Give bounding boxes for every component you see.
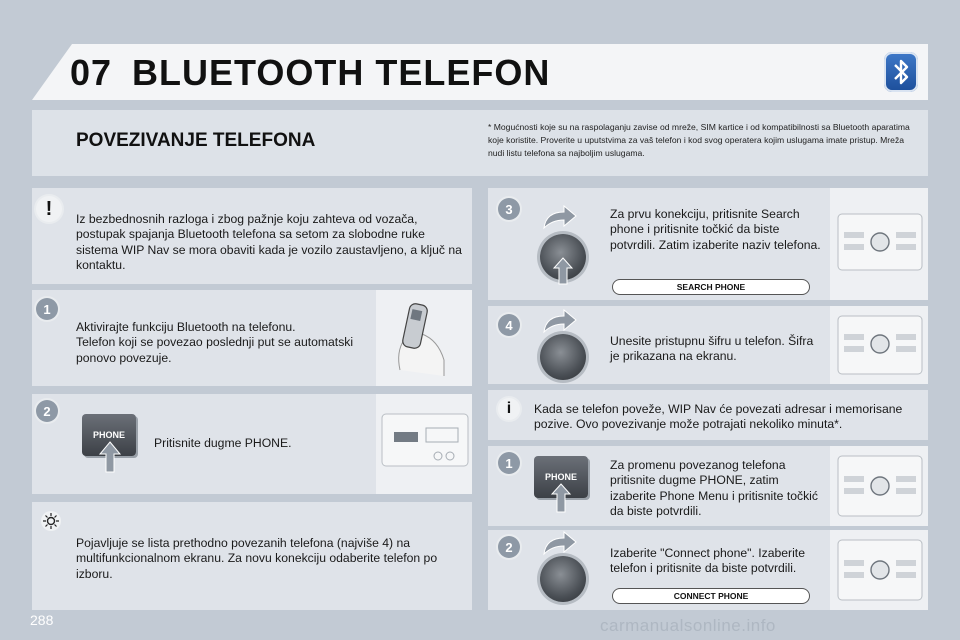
step3-text: Za prvu konekciju, pritisnite Search phone i pritisnite točkić da biste potvrdili. Zatim izaberite naziv telefona. (610, 207, 821, 252)
phone-key-icon: PHONE (82, 414, 136, 456)
tip-text: Pojavljuje se lista prethodno povezanih telefona (najviše 4) na multifunkcionalnom ekranu. Za novu konekciju odaberite telefon po izboru. (76, 536, 438, 581)
page-title: BLUETOOTH TELEFON (132, 52, 551, 93)
connect-phone-button[interactable]: CONNECT PHONE (612, 588, 810, 604)
radio-unit-icon (836, 538, 924, 602)
mobile-phone-icon (392, 300, 456, 378)
rotate-arrow-icon (540, 530, 580, 556)
watermark: carmanualsonline.info (600, 616, 776, 635)
step4-text: Unesite pristupnu šifru u telefon. Šifra je prikazana na ekranu. (610, 334, 814, 364)
rotary-knob-icon (540, 334, 586, 380)
push-arrow-icon (552, 256, 574, 286)
info-icon: i (498, 398, 520, 420)
rotate-arrow-icon (540, 308, 580, 334)
rotary-knob-icon (540, 556, 586, 602)
section-title: POVEZIVANJE TELEFONA (76, 130, 316, 151)
bluetooth-icon (884, 52, 918, 92)
alt2-text: Izaberite "Connect phone". Izaberite telefon i pritisnite da biste potvrdili. (610, 546, 805, 576)
alt1-text: Za promenu povezanog telefona pritisnite dugme PHONE, zatim izaberite Phone Menu i pritisnite točkić da biste potvrdili. (610, 458, 818, 518)
phone-key-icon: PHONE (534, 456, 588, 498)
radio-unit-icon (836, 314, 924, 376)
chapter-number: 07 (70, 52, 113, 93)
step2-text: Pritisnite dugme PHONE. (154, 436, 292, 450)
step3-badge: 3 (498, 198, 520, 220)
step2-badge: 2 (36, 400, 58, 422)
warning-icon: ! (36, 196, 62, 222)
header-corner (32, 44, 72, 100)
rotate-arrow-icon (540, 204, 580, 230)
radio-unit-icon (380, 410, 470, 470)
alt2-badge: 2 (498, 536, 520, 558)
press-arrow-icon (550, 482, 572, 514)
press-arrow-icon (98, 440, 122, 474)
step1-badge: 1 (36, 298, 58, 320)
warning-text: Iz bezbednosnih razloga i zbog pažnje koju zahteva od vozača, postupak spajanja Bluetooth telefona sa setom za slobodne ruke sistema WIP Nav se mora obaviti kada je vozilo zaustavljeno, a ključ na kontaktu. (76, 212, 462, 272)
radio-unit-icon (836, 454, 924, 518)
search-phone-button[interactable]: SEARCH PHONE (612, 279, 810, 295)
step4-badge: 4 (498, 314, 520, 336)
step1-text: Aktivirajte funkciju Bluetooth na telefonu. Telefon koji se povezao poslednji put se automatski ponovo povezuje. (76, 320, 354, 365)
page-number: 288 (30, 612, 54, 628)
footnote: * Mogućnosti koje su na raspolaganju zavise od mreže, SIM kartice i od kompatibilnosti sa Bluetooth aparatima koje koristite. Proverite u uputstvima za vaš telefon i kod svog operatera kojim uslugama imate pristup. Mreža nudi listu telefona sa najboljim uslugama. (488, 122, 910, 158)
sun-tip-icon (40, 510, 62, 532)
alt1-badge: 1 (498, 452, 520, 474)
info-text: Kada se telefon poveže, WIP Nav će povezati adresar i memorisane pozive. Ovo povezivanje može potrajati nekoliko minuta*. (534, 402, 903, 432)
radio-unit-icon (836, 210, 924, 274)
